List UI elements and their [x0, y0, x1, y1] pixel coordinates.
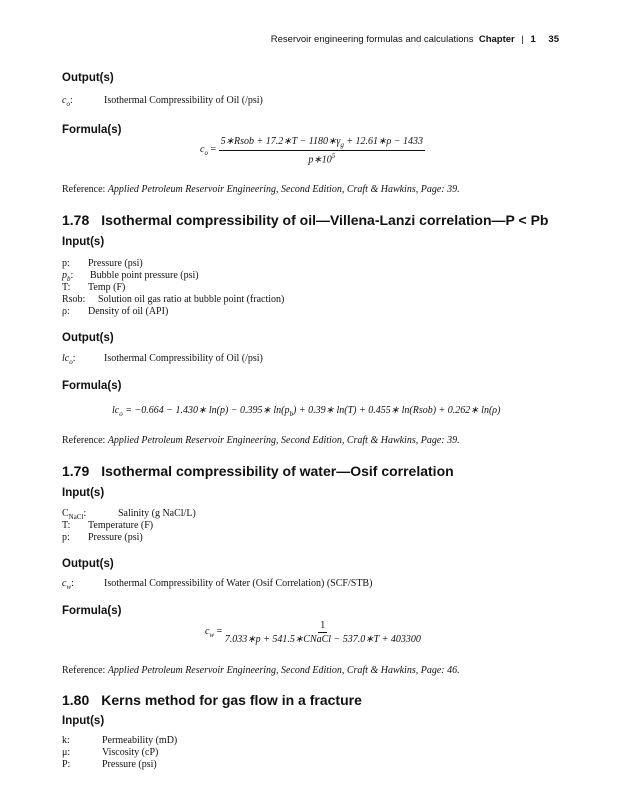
formula-osif: $c_w$ = $\frac{1}{\text{7.033∗p + 541.5∗CNaCl − 537.0∗T + 403300}}$	[205, 620, 421, 645]
input-heading-1-79: Input(s)	[62, 487, 105, 499]
section-heading-1-80: 1.80 Kerns method for gas flow in a fracture	[62, 692, 362, 708]
header-chapter-label: Chapter	[478, 34, 515, 45]
formula-oil-compressibility: $c_o$ = $\frac{5∗Rsob + 17.2∗T - 1180∗\gamma_g + 12.61∗\rho - 1433}{p∗10^5}$	[200, 136, 423, 166]
output-heading-1-78: Output(s)	[62, 332, 114, 344]
input-row: p: Pressure (psi)	[62, 532, 143, 543]
output-heading-a: Output(s)	[62, 72, 114, 84]
output-row-1-78: $lc_o$: Isothermal Compressibility of Oil (/psi)	[62, 353, 263, 366]
input-heading-1-78: Input(s)	[62, 236, 105, 248]
formula-heading-a: Formula(s)	[62, 124, 122, 136]
header-chapter-number: 1	[530, 34, 536, 45]
output-row-a	[62, 95, 263, 108]
output-row-1-79: $c_w$: Isothermal Compressibility of Water (Osif Correlation) (SCF/STB)	[62, 578, 373, 591]
input-row: P: Pressure (psi)	[62, 759, 157, 770]
header-separator: |	[521, 34, 524, 45]
input-row: p: Pressure (psi)	[62, 258, 143, 269]
header-title: Reservoir engineering formulas and calculations	[270, 34, 474, 45]
output-symbol: $c_o$:	[62, 95, 73, 108]
formula-villena-lanzi: $lc_o = -0.664$ − 1.430∗ ln(p) − 0.395∗ $\ln(p_b)$ + 0.39∗ ln(T) + 0.455∗ ln(Rsob) + 0.262∗ ln(ρ)	[112, 405, 501, 418]
input-row: ρ: Density of oil (API)	[62, 306, 169, 317]
input-row: T: Temperature (F)	[62, 520, 154, 531]
input-row: μ: Viscosity (cP)	[62, 747, 159, 758]
output-description: Isothermal Compressibility of Oil (/psi)	[104, 95, 263, 106]
input-row: k: Permeability (mD)	[62, 735, 178, 746]
formula-heading-1-78: Formula(s)	[62, 380, 122, 392]
formula-heading-1-79: Formula(s)	[62, 605, 122, 617]
running-header	[271, 34, 559, 45]
section-heading-1-79: 1.79 Isothermal compressibility of water—Osif correlation	[62, 463, 454, 479]
reference-a: Reference: Applied Petroleum Reservoir Engineering, Second Edition, Craft & Hawkins, Page: 39.	[62, 184, 460, 195]
input-row: T: Temp (F)	[62, 282, 126, 293]
page-number: 35	[548, 34, 559, 45]
input-heading-1-80: Input(s)	[62, 715, 105, 727]
output-heading-1-79: Output(s)	[62, 558, 114, 570]
reference-1-78: Reference: Applied Petroleum Reservoir Engineering, Second Edition, Craft & Hawkins, Page: 39.	[62, 435, 460, 446]
input-row: $p_b$: Bubble point pressure (psi)	[62, 270, 199, 283]
section-heading-1-78: 1.78 Isothermal compressibility of oil—Villena-Lanzi correlation—P < Pb	[62, 212, 549, 228]
input-row: $C_{NaCl}$: Salinity (g NaCl/L)	[62, 508, 196, 521]
input-row: Rsob: Solution oil gas ratio at bubble point (fraction)	[62, 294, 285, 305]
reference-1-79: Reference: Applied Petroleum Reservoir Engineering, Second Edition, Craft & Hawkins, Page: 46.	[62, 665, 460, 676]
